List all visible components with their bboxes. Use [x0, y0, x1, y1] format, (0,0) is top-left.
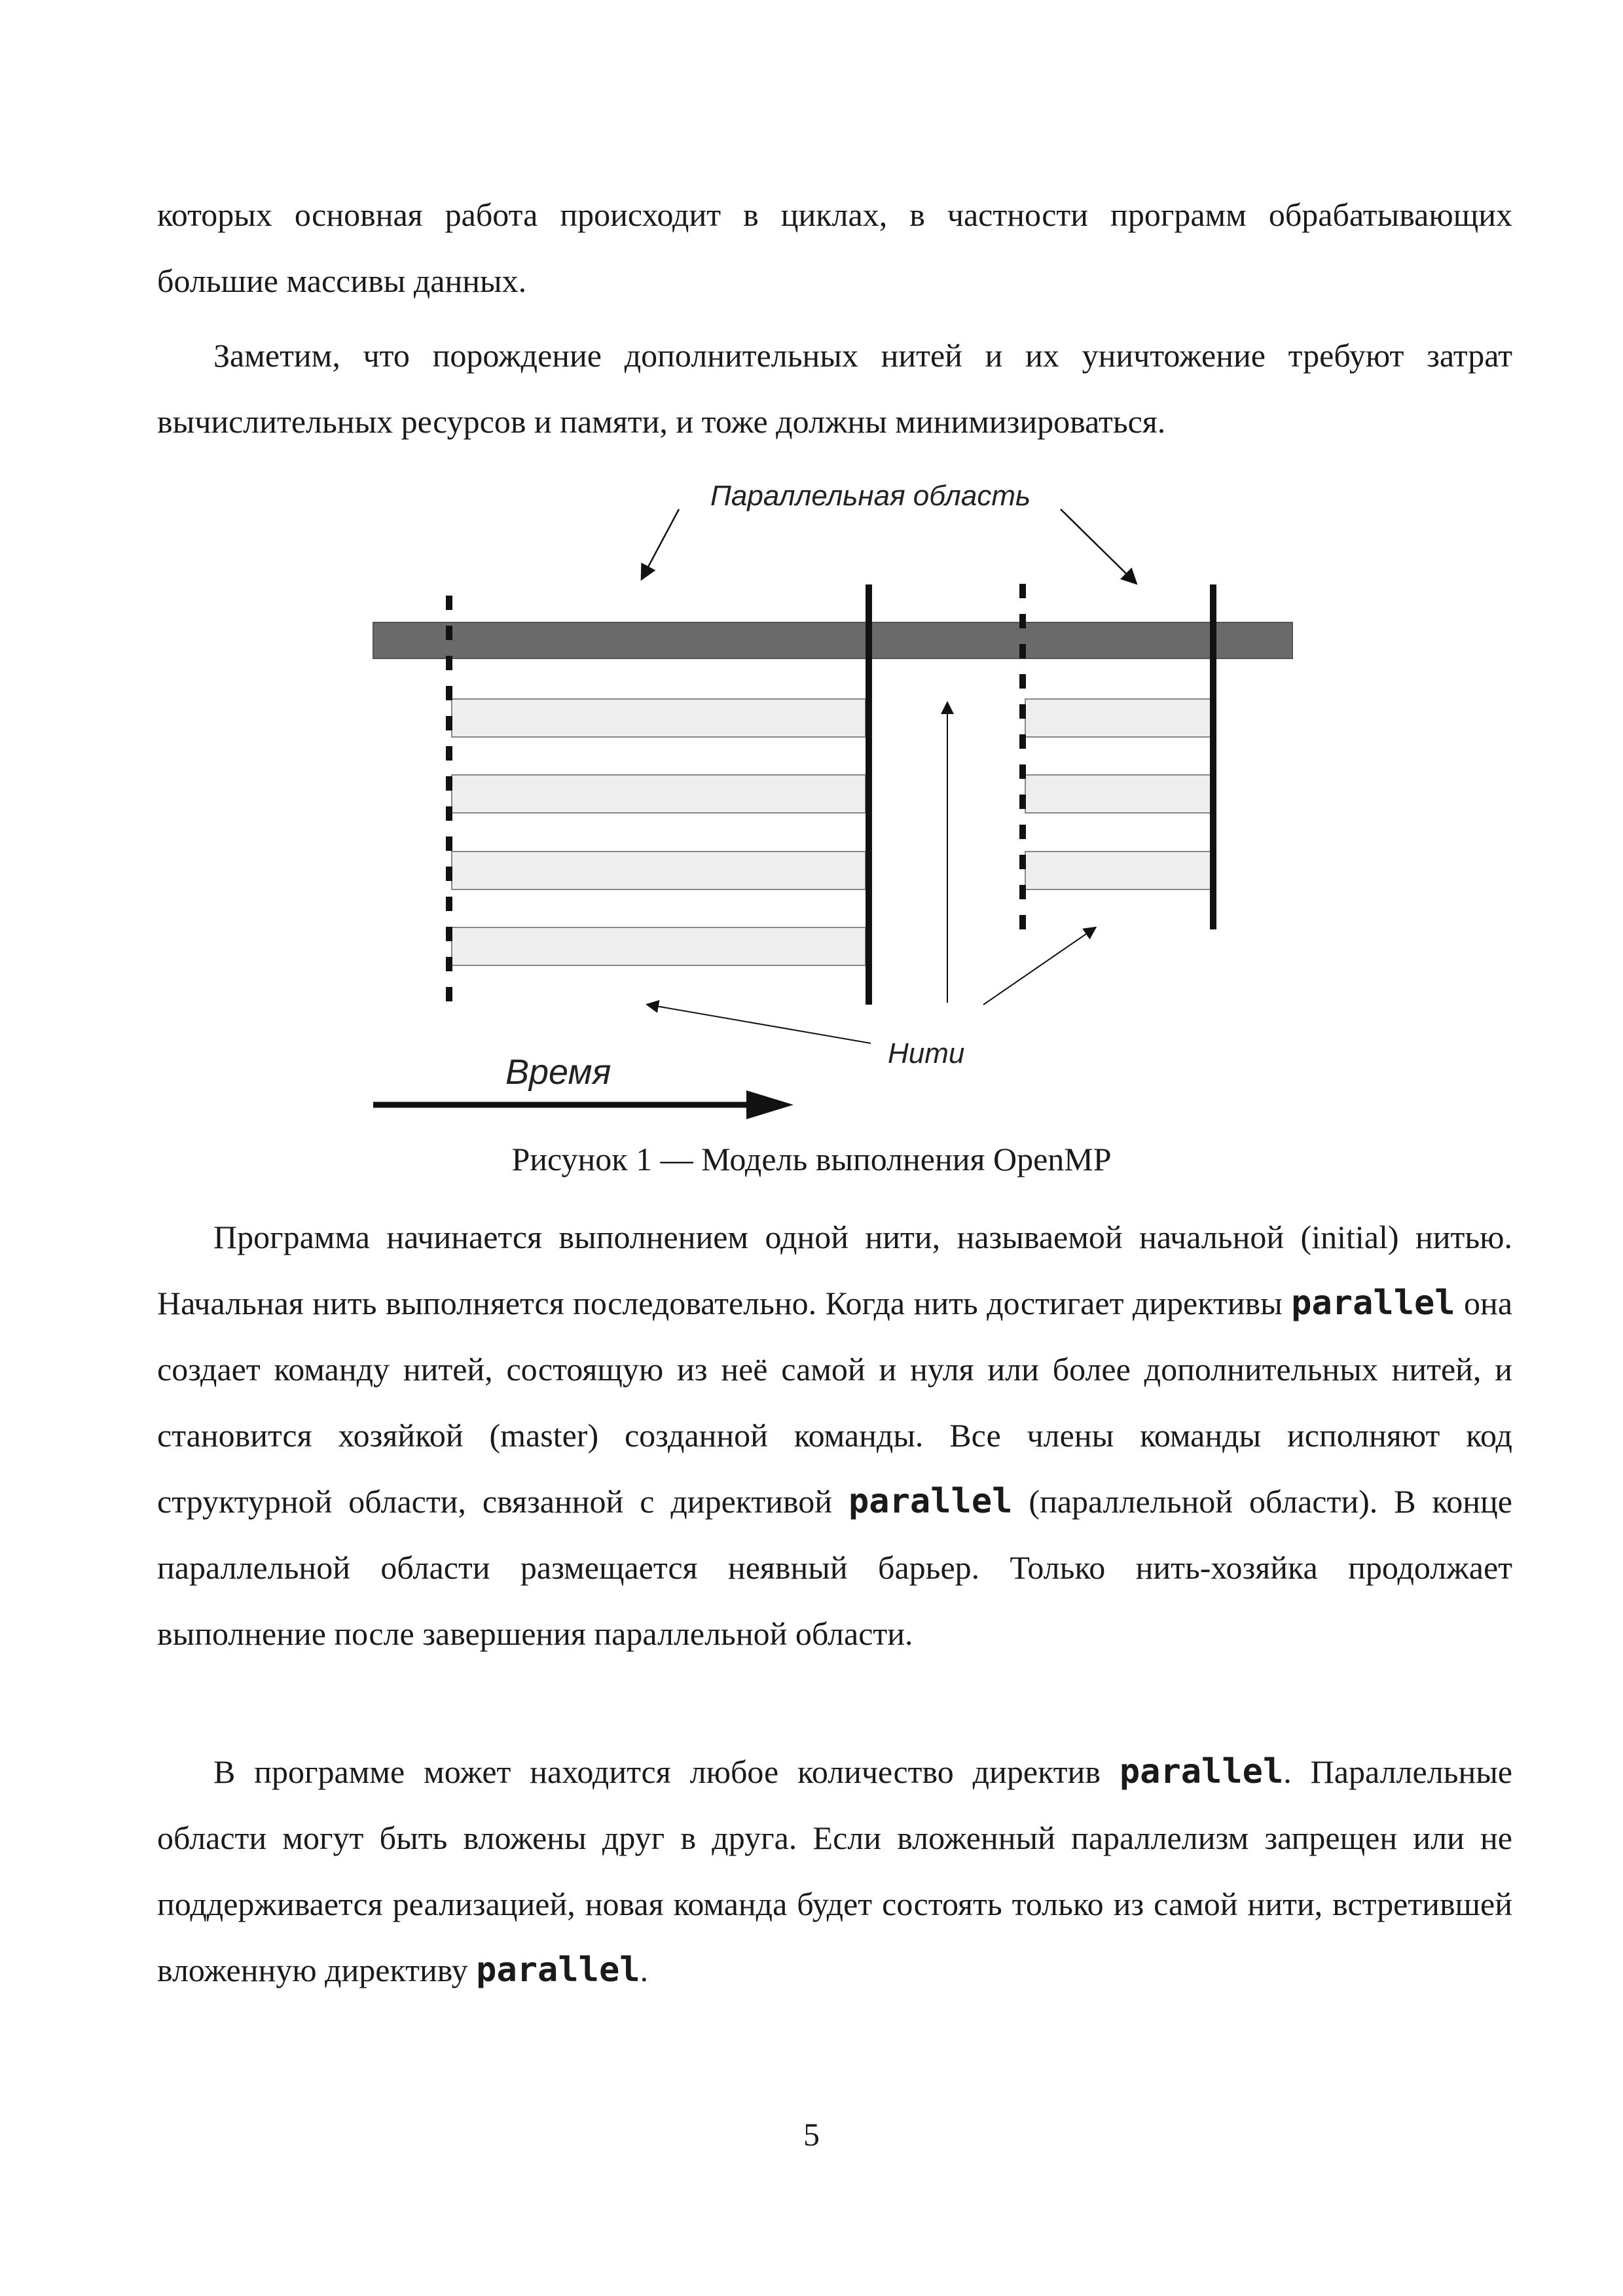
region-2-threads — [1025, 699, 1211, 889]
parallel-region-label: Параллельная область — [710, 480, 1031, 512]
time-label: Время — [505, 1052, 611, 1092]
paragraph-1: которых основная работа происходит в циклах, в частности программ обрабатывающих большие массивы данных. — [157, 196, 1512, 299]
master-thread-bar — [373, 622, 1292, 658]
figure-caption: Рисунок 1 — Модель выполнения OpenMP — [511, 1141, 1112, 1177]
parallel-region-arrow-right — [1061, 509, 1135, 583]
paragraph-4-text-c: . — [640, 1952, 649, 1988]
page-number: 5 — [803, 2116, 820, 2153]
paragraph-3 — [157, 1204, 1512, 1667]
parallel-region-arrow-left — [642, 509, 679, 578]
paragraph-4-text-b: . Параллельные области могут быть вложены друг в друга. Если вложенный параллелизм запрещен или не поддерживается реализацией, новая команда будет состоять только из самой нити, встретившей вложенную директиву — [157, 1753, 1513, 1988]
paragraph-4 — [157, 1739, 1512, 2003]
threads-arrow-right — [983, 928, 1095, 1005]
threads-arrow-left — [648, 1005, 871, 1043]
thread-bar — [452, 699, 866, 737]
thread-bar — [1025, 852, 1211, 889]
thread-bar — [452, 927, 866, 965]
thread-bar — [452, 852, 866, 889]
paragraph-3-text-c: (параллельной области). В конце параллельной области размещается неявный барьер. Только нить-хозяйка продолжает выполнение после завершения параллельной области. — [157, 1483, 1512, 1652]
region-1-threads — [452, 699, 866, 965]
paragraph-2: Заметим, что порождение дополнительных нитей и их уничтожение требуют затрат вычислительных ресурсов и памяти, и тоже должны минимизироваться. — [157, 337, 1512, 440]
thread-bar — [1025, 699, 1211, 737]
threads-label: Нити — [888, 1037, 965, 1069]
code-parallel: parallel — [848, 1482, 1013, 1521]
code-parallel: parallel — [1119, 1752, 1284, 1791]
paragraph-4-text-a: В программе может находится любое количество директив — [213, 1753, 1120, 1790]
time-axis-arrowhead — [746, 1090, 793, 1119]
paragraph-3-text-b: она создает команду нитей, состоящую из неё самой и нуля или более дополнительных нитей, и становится хозяйкой (master) созданной команды. Все члены команды исполняют код структурной области, связанной с директивой — [157, 1285, 1513, 1520]
paragraph-3-text-a: Программа начинается выполнением одной нити, называемой начальной (initial) нитью. Начальная нить выполняется последовательно. Когда нить достигает директивы — [157, 1219, 1512, 1321]
code-parallel: parallel — [1291, 1283, 1455, 1323]
code-parallel: parallel — [476, 1950, 640, 1990]
thread-bar — [1025, 775, 1211, 813]
thread-bar — [452, 775, 866, 813]
